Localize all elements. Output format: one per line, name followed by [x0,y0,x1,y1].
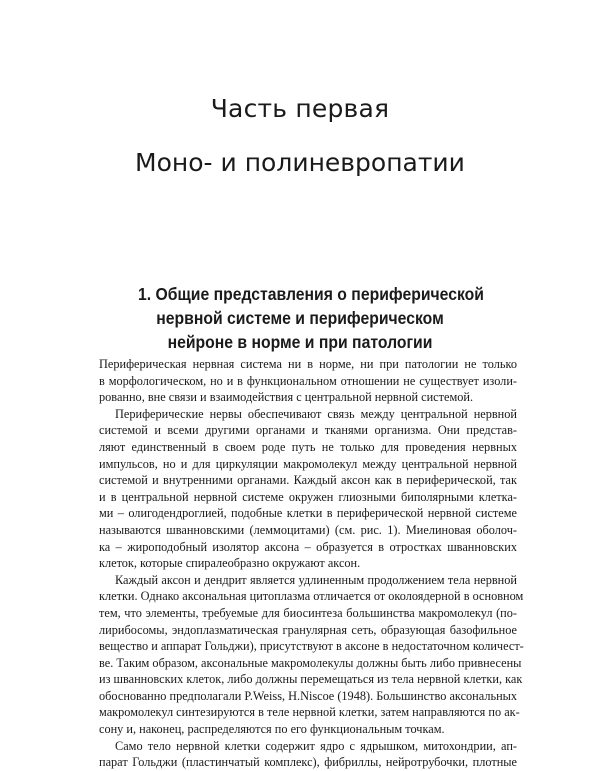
text-line: и в центральной нервной системе окружен глиозными биполярными клетка- [99,489,517,504]
text-line: системой и внутренними органами. Каждый аксон как в периферической, так [99,473,517,488]
chapter-heading-line: нервной системе и периферическом [156,308,444,328]
paragraph-2 [99,406,517,572]
paragraph-1 [99,356,517,406]
text-line: ми – олигодендроглией, подобные клетки в периферической нервной системе [99,506,517,521]
chapter-heading-line: нейроне в норме и при патологии [167,332,433,352]
text-line: вещество и аппарат Гольджи), присутствуют в аксоне в недостаточном количест- [99,639,524,654]
chapter-heading [138,282,484,354]
text-line: Периферическая нервная система ни в норме, ни при патологии не только [99,357,517,371]
text-line: системой и всеми другими органами и тканями организма. Они представ- [99,423,517,438]
text-line: в морфологическом, но и в функциональном отношении не существует изоли- [99,373,517,388]
text-line: обоснованно предполагали P.Weiss, H.Niscoe (1948). Большинство аксональных [99,688,518,703]
chapter-heading-line: 1. Общие представления о периферической [138,284,484,304]
part-subtitle: Моно- и полиневропатии [135,148,465,177]
text-line: называются шванновскими (леммоцитами) (см. рис. 1). Миелиновая оболоч- [99,522,517,537]
text-line: тем, что элементы, требуемые для биосинтеза большинства макромолекул (по- [99,605,517,620]
paragraph-4 [99,738,517,771]
text-line: Само тело нервной клетки содержит ядро с ядрышком, митохондрии, ап- [115,738,517,753]
text-line: ляют единственный в своем роде путь не только для проведения нервных [99,439,517,454]
text-line: импульсов, но и для циркуляции макромолекул между центральной нервной [99,456,517,471]
text-line: ве. Таким образом, аксональные макромолекулы должны быть либо привнесены [99,655,522,670]
text-line: макромолекул синтезируются в теле нервной клетки, затем направляются по ак- [99,705,520,720]
text-line: лирибосомы, эндоплазматическая гранулярная сеть, образующая базофильное [99,622,517,637]
text-line: Каждый аксон и дендрит является удлиненным продолжением тела нервной [115,572,517,587]
text-line: сону и, наконец, распределяются по его функциональным точкам. [99,722,445,737]
text-line: парат Гольджи (пластинчатый комплекс), фибриллы, нейротрубочки, плотные [99,755,517,770]
paragraph-3 [99,572,524,738]
text-line: рованно, вне связи и взаимодействия с центральной нервной системой. [99,390,474,405]
text-line: ка – жироподобный изолятор аксона – образуется в отростках шванновских [99,539,517,554]
part-title: Часть первая [210,94,390,123]
body-text [99,356,524,771]
text-line: из шванновских клеток, либо должны перемещаться из тела нервной клетки, как [99,672,523,687]
text-line: клетки. Однако аксональная цитоплазма отличается от околоядерной в основном [99,589,524,604]
text-line: клеток, которые спиралеобразно окружают аксон. [99,556,361,571]
text-line: Периферические нервы обеспечивают связь между центральной нервной [115,406,517,421]
